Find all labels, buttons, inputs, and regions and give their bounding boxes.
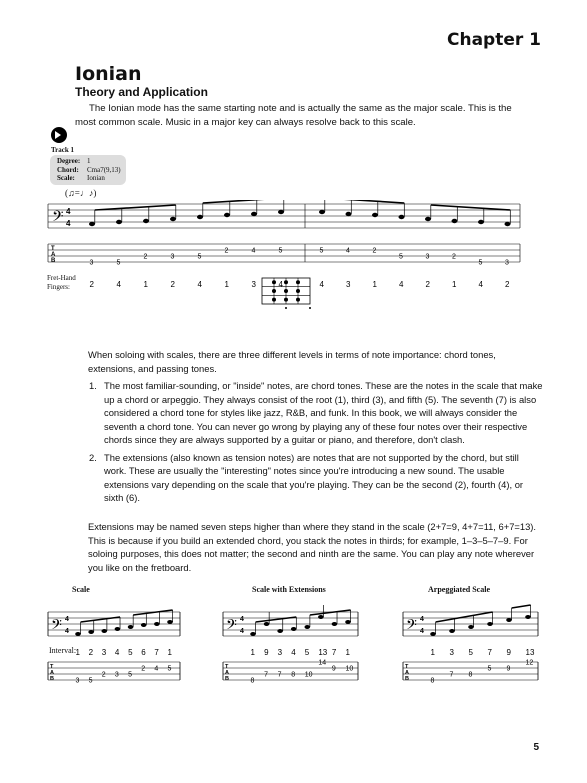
- list-item: [88, 451, 543, 505]
- finger-number: 2: [505, 280, 510, 289]
- note-head: [399, 215, 405, 219]
- tab-fret: 8: [468, 671, 473, 679]
- list-number: 1.: [89, 380, 97, 391]
- tab-fret: 2: [141, 665, 146, 673]
- tab-fret: 2: [101, 671, 106, 679]
- note-head: [75, 632, 81, 636]
- tab-a: A: [51, 252, 56, 258]
- tab-fret: 4: [346, 247, 350, 255]
- time-sig-bottom: 4: [65, 628, 69, 635]
- interval-number: 7: [154, 648, 159, 657]
- tab-fret: 5: [116, 259, 121, 267]
- tab-fret: 4: [154, 665, 159, 673]
- interval-number: 5: [128, 648, 133, 657]
- interval-number: 3: [449, 648, 454, 657]
- scale-examples: [44, 600, 544, 695]
- interval-number: 13: [318, 648, 328, 657]
- audio-track-icon: [51, 127, 67, 143]
- note-head: [143, 219, 149, 223]
- tab-fret: 3: [114, 671, 119, 679]
- interval-number: 9: [264, 648, 269, 657]
- interval-number: 4: [291, 648, 296, 657]
- tab-letter: T: [225, 664, 229, 670]
- extensions-paragraph: Extensions may be named seven steps higher than where they stand in the scale (2+7=9, 4+7=11, 6+7=13). This is because if you build an extended chord, you stack the notes in thirds; for example, 1–3–5–7–9. For soloing purposes, this does not matter; the second and ninth are the same. You can play any note wherever you like on the fretboard.: [88, 521, 537, 573]
- time-sig-bottom: 4: [240, 628, 244, 635]
- list-item: [88, 379, 543, 447]
- tab-letter: A: [50, 670, 54, 676]
- note-head: [525, 615, 531, 619]
- note-head: [197, 215, 203, 219]
- finger-number: 2: [89, 280, 94, 289]
- tab-fret: 5: [88, 677, 93, 685]
- tab-fret: 5: [399, 253, 403, 261]
- track-label: Track 1: [51, 146, 75, 154]
- finger-number: 3: [346, 280, 351, 289]
- tab-fret: 7: [449, 671, 454, 679]
- finger-number: 4: [319, 280, 324, 289]
- finger-number: 3: [251, 280, 256, 289]
- bass-clef: 𝄢: [52, 208, 64, 228]
- note-beam: [203, 200, 284, 203]
- interval-number: 1: [430, 648, 435, 657]
- note-head: [251, 212, 257, 216]
- interval-number: 7: [487, 648, 492, 657]
- bass-clef: 𝄢: [406, 617, 417, 636]
- fingers-row: [44, 278, 524, 290]
- note-head: [372, 213, 378, 217]
- interval-number: 3: [101, 648, 107, 657]
- tab-fret: 12: [525, 659, 534, 667]
- note-beam: [310, 610, 351, 615]
- time-sig-top: 4: [65, 616, 69, 623]
- finger-number: 4: [478, 280, 483, 289]
- interval-number: 1: [167, 648, 172, 657]
- interval-number: 3: [277, 648, 283, 657]
- note-head: [506, 618, 512, 622]
- note-levels-list: [88, 379, 543, 505]
- note-head: [505, 222, 511, 226]
- swing-marking: (♫=♩♪): [65, 188, 97, 198]
- finger-number: 1: [452, 280, 457, 289]
- tab-fret: 8: [430, 677, 435, 685]
- fingers-label: Fingers:: [47, 283, 70, 291]
- body-section: [88, 348, 543, 509]
- scale-label: Scale:: [57, 174, 75, 183]
- tab-fret: 7: [277, 671, 282, 679]
- note-head: [116, 220, 122, 224]
- bass-clef: 𝄢: [51, 617, 62, 636]
- tab-fret: 5: [478, 259, 483, 267]
- note-head: [128, 625, 134, 629]
- note-head: [430, 632, 436, 636]
- note-head: [170, 217, 176, 221]
- arpeggio-example-title: Arpeggiated Scale: [428, 585, 490, 594]
- tab-fret: 10: [304, 671, 313, 679]
- tab-letter: B: [50, 676, 54, 682]
- note-head: [449, 629, 455, 633]
- finger-number: 2: [170, 280, 175, 289]
- note-head: [88, 630, 94, 634]
- interval-number: 5: [468, 648, 473, 657]
- interval-number: 1: [345, 648, 350, 657]
- tab-fret: 10: [345, 665, 354, 673]
- tab-fret: 9: [506, 665, 511, 673]
- chord-value: Cma7(9,13): [87, 165, 121, 174]
- interval-number: 1: [75, 648, 80, 657]
- time-sig-bottom: 4: [420, 628, 424, 635]
- finger-number: 1: [143, 280, 148, 289]
- tab-fret: 2: [452, 253, 456, 261]
- finger-number: 1: [224, 280, 229, 289]
- interval-number: 7: [331, 648, 337, 657]
- tab-letter: A: [405, 670, 409, 676]
- note-head: [167, 620, 173, 624]
- tab-b: B: [51, 258, 56, 264]
- interval-number: 1: [250, 648, 255, 657]
- tab-letter: T: [405, 664, 409, 670]
- note-head: [332, 622, 338, 626]
- note-head: [304, 625, 310, 629]
- interval-label: Interval:: [49, 646, 77, 655]
- note-head: [468, 625, 474, 629]
- note-head: [224, 213, 230, 217]
- interval-number: 13: [525, 648, 535, 657]
- interval-number: 2: [88, 648, 94, 657]
- tab-fret: 8: [250, 677, 255, 685]
- tab-fret: 3: [425, 253, 430, 261]
- note-head: [346, 212, 352, 216]
- interval-number: 5: [304, 648, 310, 657]
- tab-fret: 3: [89, 259, 94, 267]
- intro-paragraph: The Ionian mode has the same starting note and is actually the same as the major scale. This is the most common scale. Music in a major key can always resolve back to this scale.: [75, 103, 512, 128]
- time-sig-bottom: 4: [66, 219, 71, 228]
- note-head: [101, 629, 107, 633]
- note-head: [318, 615, 324, 619]
- levels-paragraph: When soloing with scales, there are three different levels in terms of note importance: chord tones, extensions, and passing tones.: [88, 349, 496, 374]
- note-beam: [133, 610, 172, 615]
- scale-value: Ionian: [87, 174, 105, 183]
- finger-number: 4: [116, 280, 121, 289]
- extensions-example-title: Scale with Extensions: [252, 585, 326, 594]
- note-head: [264, 622, 270, 626]
- tab-fret: 3: [170, 253, 175, 261]
- section-subtitle: Theory and Application: [75, 85, 208, 99]
- note-head: [345, 620, 351, 624]
- tab-fret: 5: [167, 665, 172, 673]
- tab-letter: B: [225, 676, 229, 682]
- fret-hand-label: Fret-Hand: [47, 274, 76, 282]
- tab-fret: 2: [224, 247, 229, 255]
- tab-letter: B: [405, 676, 409, 682]
- tab-t: T: [51, 246, 55, 252]
- tab-fret: 5: [319, 247, 324, 255]
- note-head: [250, 632, 256, 636]
- note-head: [89, 222, 95, 226]
- notation-example-main: [44, 200, 524, 310]
- tab-fret: 3: [75, 677, 80, 685]
- interval-number: 4: [114, 648, 120, 657]
- note-beam: [431, 205, 511, 210]
- chord-info-box: [50, 155, 126, 185]
- time-sig-top: 4: [240, 616, 244, 623]
- finger-number: 4: [278, 280, 283, 289]
- tab-fret: 4: [251, 247, 256, 255]
- chord-label: Chord:: [57, 165, 79, 174]
- tab-fret: 7: [264, 671, 268, 679]
- note-head: [478, 220, 484, 224]
- note-beam: [512, 605, 531, 608]
- time-sig-top: 4: [66, 207, 71, 216]
- tab-fret: 5: [128, 671, 132, 679]
- extensions-text: The extensions (also known as tension notes) are notes that are not supported by the chord, but still work. These are usually the "interesting" notes since you're introducing a new sound. The usable extensions vary depending on the scale that you're playing. They can be the second (2), fourth (4), or sixth (6).: [104, 451, 524, 503]
- tab-fret: 2: [372, 247, 377, 255]
- note-head: [115, 627, 121, 631]
- chord-tones-text: The most familiar-sounding, or "inside" notes, are chord tones. These are the notes in the scale that make up a chord or arpeggio. They always consist of the root (1), third (3), and fifth (5). The seventh (7) is also considered a chord tone for styles like jazz, R&B, and funk. In this book, we will always consider the seventh a chord tone. You can never go wrong by playing any of these four notes over their respective chords since they are always supported by a guitar or piano, and therefore, don't clash.: [104, 380, 543, 445]
- note-head: [452, 219, 458, 223]
- chapter-heading: Chapter 1: [446, 30, 541, 50]
- interval-number: 9: [506, 648, 511, 657]
- note-head: [154, 622, 160, 626]
- note-head: [291, 627, 297, 631]
- note-head: [425, 217, 431, 221]
- scale-example-title: Scale: [72, 585, 90, 594]
- note-head: [277, 629, 283, 633]
- time-sig-top: 4: [420, 616, 424, 623]
- list-number: 2.: [89, 451, 97, 463]
- tab-fret: 5: [197, 253, 202, 261]
- tab-fret: 2: [143, 253, 148, 261]
- interval-number: 6: [141, 648, 146, 657]
- note-head: [141, 623, 147, 627]
- degree-value: 1: [87, 157, 91, 165]
- finger-number: 4: [197, 280, 202, 289]
- finger-number: 1: [372, 280, 377, 289]
- bass-clef: 𝄢: [226, 617, 237, 636]
- tab-letter: A: [225, 670, 229, 676]
- page-number: 5: [533, 742, 539, 753]
- note-beam: [436, 612, 493, 622]
- tab-fret: 9: [331, 665, 336, 673]
- note-head: [278, 210, 284, 214]
- note-head: [319, 210, 325, 214]
- note-beam: [95, 205, 176, 210]
- note-beam: [325, 200, 405, 203]
- tab-fret: 14: [318, 659, 327, 667]
- degree-label: Degree:: [57, 157, 81, 165]
- tab-fret: 3: [505, 259, 509, 267]
- tab-fret: 8: [291, 671, 296, 679]
- finger-number: 4: [399, 280, 404, 289]
- tab-letter: T: [50, 664, 54, 670]
- note-head: [487, 622, 493, 626]
- finger-number: 2: [425, 280, 430, 289]
- tab-fret: 5: [487, 665, 492, 673]
- page-title: Ionian: [75, 63, 142, 85]
- tab-fret: 5: [278, 247, 283, 255]
